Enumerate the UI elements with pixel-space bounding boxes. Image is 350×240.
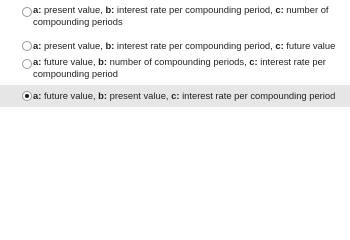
option-3-text-a: future value, xyxy=(41,56,99,67)
answer-options xyxy=(0,0,350,107)
option-4-text-b: present value, xyxy=(107,90,172,101)
radio-button-option-4-selected[interactable] xyxy=(22,91,32,101)
option-2-text-b: interest rate per compounding period, xyxy=(114,40,276,51)
option-1-key-a: a: xyxy=(33,4,42,15)
option-4-key-b: b: xyxy=(98,90,108,101)
option-4-text-a: future value, xyxy=(41,90,99,101)
option-1-text-b: interest rate per compounding period, xyxy=(114,4,276,15)
answer-option-2-label xyxy=(33,40,347,52)
answer-option-2[interactable] xyxy=(0,37,350,54)
option-4-key-a: a: xyxy=(33,90,42,101)
option-3-key-c: c: xyxy=(249,56,258,67)
option-2-text-c: future value xyxy=(283,40,336,51)
answer-option-1[interactable] xyxy=(0,0,350,37)
option-3-key-b: b: xyxy=(98,56,108,67)
radio-button-option-2[interactable] xyxy=(22,41,32,51)
option-4-text-c: interest rate per compounding period xyxy=(179,90,336,101)
option-2-key-c: c: xyxy=(275,40,284,51)
option-1-key-c: c: xyxy=(275,4,284,15)
option-3-text-c: interest rate per compounding period xyxy=(33,56,326,79)
radio-button-option-3[interactable] xyxy=(22,59,32,69)
option-1-text-c: number of compounding periods xyxy=(33,4,329,27)
answer-option-3[interactable] xyxy=(0,54,350,85)
option-4-key-c: c: xyxy=(171,90,180,101)
option-2-text-a: present value, xyxy=(41,40,106,51)
option-2-key-a: a: xyxy=(33,40,42,51)
answer-option-4[interactable] xyxy=(0,85,350,107)
option-1-key-b: b: xyxy=(105,4,115,15)
answer-option-4-label xyxy=(33,90,347,102)
answer-option-1-label xyxy=(33,4,347,28)
answer-option-3-label xyxy=(33,56,347,80)
option-1-text-a: present value, xyxy=(41,4,106,15)
option-3-key-a: a: xyxy=(33,56,42,67)
option-3-text-b: number of compounding periods, xyxy=(107,56,250,67)
option-2-key-b: b: xyxy=(105,40,115,51)
radio-button-option-1[interactable] xyxy=(22,7,32,17)
